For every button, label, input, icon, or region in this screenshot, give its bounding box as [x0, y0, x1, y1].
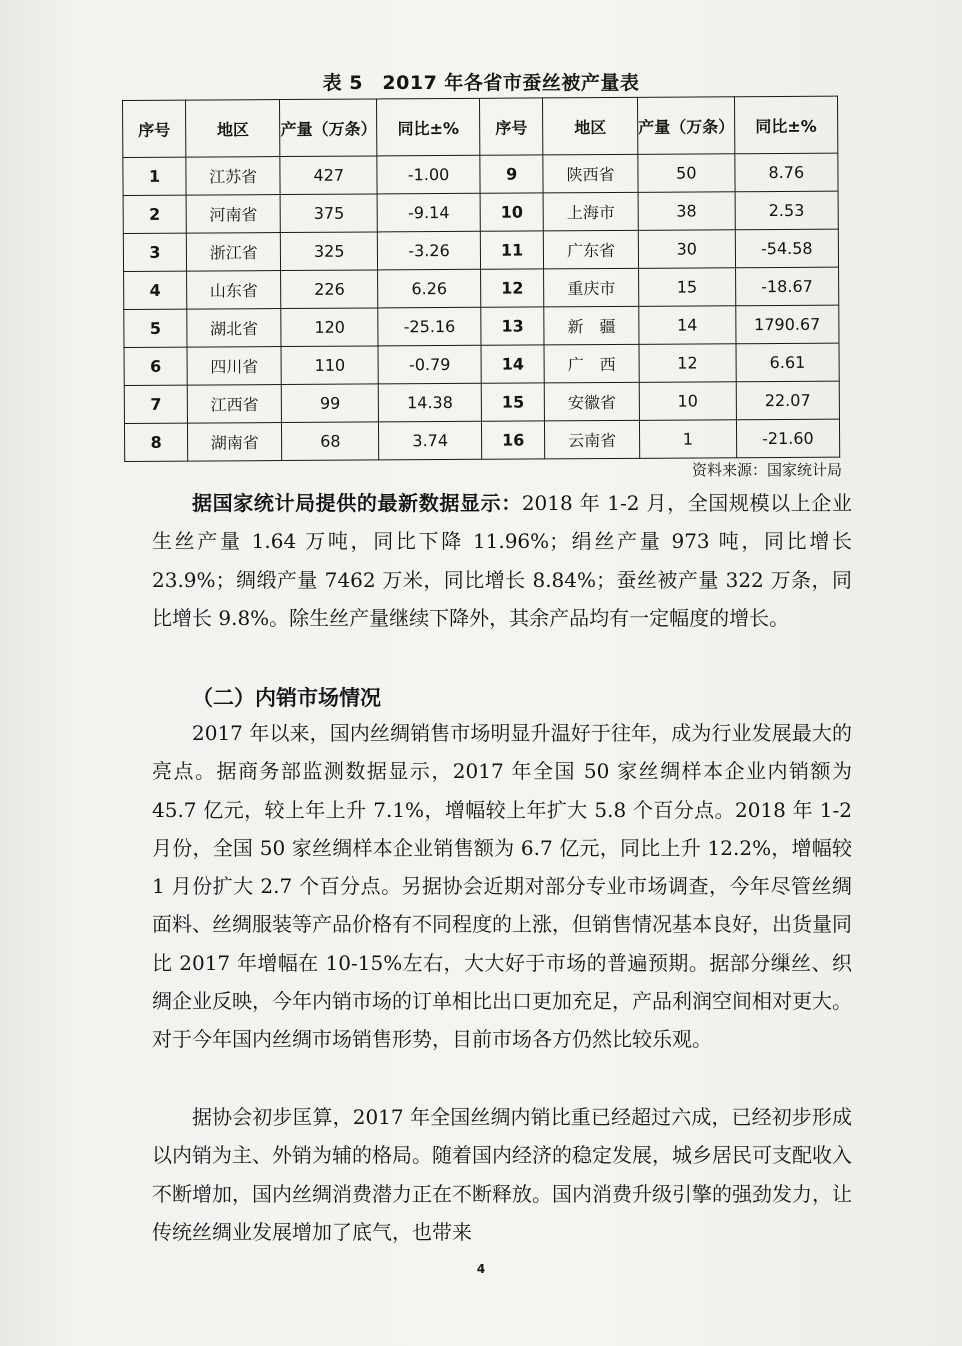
table-row — [124, 381, 839, 423]
table-cell: 7 — [124, 385, 187, 423]
table-cell: 22.07 — [736, 381, 840, 420]
paragraph-body: 2018 年 1-2 月，全国规模以上企业生丝产量 1.64 万吨，同比下降 11.96%；绢丝产量 973 吨，同比增长 23.9%；绸缎产量 7462 万米，同比增长 8.84%；蚕丝被产量 322 万条，同比增长 9.8%。除生丝产量继续下降外，其余产品均有一定幅度的增长。 — [152, 491, 852, 630]
table-cell: 10 — [480, 193, 543, 231]
table-row — [124, 267, 839, 309]
table-cell: 6 — [124, 347, 187, 385]
paragraph-domestic-share: 据协会初步匡算，2017 年全国丝绸内销比重已经超过六成，已经初步形成以内销为主、外销为辅的格局。随着国内经济的稳定发展，城乡居民可支配收入不断增加，国内丝绸消费潜力正在不断释放。国内消费升级引擎的强劲发力，让传统丝绸业发展增加了底气，也带来 — [152, 1105, 852, 1244]
table-cell: 50 — [638, 154, 735, 193]
table-cell: 375 — [281, 194, 378, 233]
silk-quilt-output-table — [122, 96, 840, 462]
table-cell: 10 — [639, 382, 736, 421]
table-cell: 湖南省 — [188, 423, 283, 462]
table-cell: 陕西省 — [543, 154, 638, 193]
table-row — [124, 343, 839, 385]
table-cell: 226 — [281, 270, 378, 309]
table-cell: 68 — [282, 422, 379, 461]
table-cell: -54.58 — [735, 229, 839, 268]
table-cell: -25.16 — [378, 307, 481, 346]
table-cell: 1 — [123, 157, 186, 195]
table-cell: 河南省 — [186, 195, 281, 234]
table-cell: 11 — [480, 231, 543, 269]
table-cell: 1790.67 — [735, 305, 839, 344]
table-row — [123, 191, 838, 233]
table-cell: 99 — [282, 384, 379, 423]
table-cell: 3 — [123, 233, 186, 271]
paragraph-domestic-market: 2017 年以来，国内丝绸销售市场明显升温好于往年，成为行业发展最大的亮点。据商务部监测数据显示，2017 年全国 50 家丝绸样本企业内销额为 45.7 亿元，较上年上升 7.1%，增幅较上年扩大 5.8 个百分点。2018 年 1-2 月份，全国 50 家丝绸样本企业销售额为 6.7 亿元，同比上升 12.2%，增幅较 1 月份扩大 2.7 个百分点。另据协会近期对部分专业市场调查，今年尽管丝绸面料、丝绸服装等产品价格有不同程度的上涨，但销售情况基本良好，出货量同比 2017 年增幅在 10-15%左右，大大好于市场的普遍预期。据部分缫丝、织绸企业反映，今年内销市场的订单相比出口更加充足，产品利润空间相对更大。对于今年国内丝绸市场销售形势，目前市场各方仍然比较乐观。 — [152, 721, 852, 1052]
table-cell: -3.26 — [377, 231, 480, 270]
table-header-row — [123, 96, 838, 157]
table-cell: 江苏省 — [186, 157, 281, 196]
header-cell: 地区 — [186, 100, 281, 158]
header-cell: 序号 — [480, 98, 544, 155]
table-row — [124, 419, 839, 461]
table-cell: -21.60 — [736, 419, 840, 458]
table-cell: 16 — [482, 421, 545, 459]
table-cell: 浙江省 — [186, 233, 281, 272]
table-cell: 广 西 — [544, 344, 639, 383]
table-cell: 安徽省 — [545, 382, 640, 421]
table-row — [123, 153, 838, 195]
table-cell: 2.53 — [735, 191, 839, 230]
table-cell: 14 — [481, 345, 544, 383]
table-cell: 1 — [639, 420, 736, 459]
paragraph-lead: 据国家统计局提供的最新数据显示： — [192, 491, 522, 515]
header-cell: 产量（万条） — [280, 99, 377, 157]
table-cell: 江西省 — [187, 385, 282, 424]
header-cell: 序号 — [123, 100, 186, 157]
table-cell: 2 — [123, 195, 186, 233]
table-cell: 325 — [281, 232, 378, 271]
table-caption: 表 5 2017 年各省市蚕丝被产量表 — [322, 72, 640, 94]
table-cell: 6.26 — [378, 269, 481, 308]
page-number: 4 — [476, 1262, 486, 1276]
table-cell: -9.14 — [377, 193, 480, 232]
table-cell: 12 — [481, 269, 544, 307]
table-cell: 四川省 — [187, 347, 282, 386]
header-cell: 产量（万条） — [637, 97, 734, 155]
header-cell: 同比±% — [734, 96, 838, 154]
table-cell: 15 — [481, 383, 544, 421]
table-cell: -0.79 — [378, 345, 481, 384]
table-cell: 新 疆 — [544, 306, 639, 345]
table-cell: 5 — [124, 309, 187, 347]
section-heading: （二）内销市场情况 — [192, 686, 381, 710]
table-cell: 30 — [638, 230, 735, 269]
table-cell: -18.67 — [735, 267, 839, 306]
table-cell: 12 — [639, 344, 736, 383]
table-cell: 3.74 — [379, 421, 482, 460]
table-cell: 427 — [280, 156, 377, 195]
table-cell: -1.00 — [377, 155, 480, 194]
table-row — [123, 229, 838, 271]
table-cell: 9 — [480, 155, 543, 193]
table-source: 资料来源：国家统计局 — [691, 461, 842, 479]
table-body — [123, 153, 840, 461]
table-cell: 重庆市 — [544, 268, 639, 307]
header-cell: 同比±% — [377, 98, 480, 156]
table-cell: 13 — [481, 307, 544, 345]
table-cell: 上海市 — [543, 192, 638, 231]
table-cell: 120 — [281, 308, 378, 347]
table-row — [124, 305, 839, 347]
header-cell: 地区 — [543, 97, 638, 155]
table-cell: 云南省 — [545, 420, 640, 459]
table-cell: 广东省 — [544, 230, 639, 269]
table-cell: 4 — [124, 271, 187, 309]
table-cell: 110 — [281, 346, 378, 385]
table-cell: 山东省 — [187, 271, 282, 310]
table-cell: 15 — [639, 268, 736, 307]
paragraph-statistics — [152, 484, 852, 637]
table-cell: 14.38 — [378, 383, 481, 422]
table-cell: 14 — [639, 306, 736, 345]
table-cell: 8.76 — [735, 153, 839, 192]
table-cell: 6.61 — [736, 343, 840, 382]
table-cell: 湖北省 — [187, 309, 282, 348]
table-cell: 38 — [638, 192, 735, 231]
table-cell: 8 — [124, 423, 187, 461]
